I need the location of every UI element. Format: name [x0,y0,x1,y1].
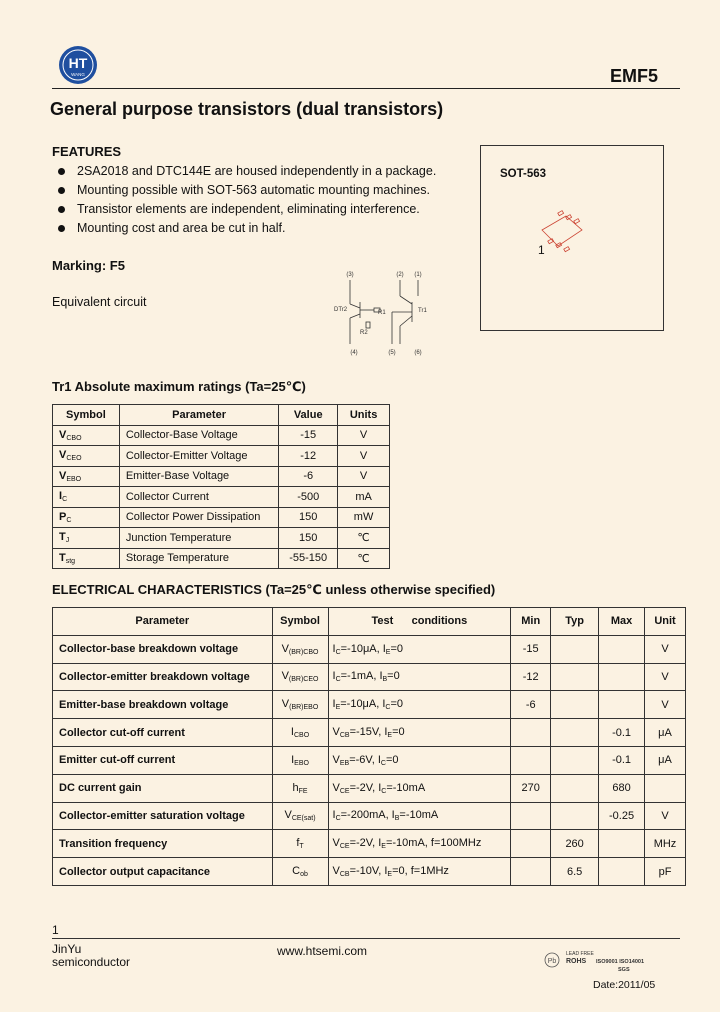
typ-cell [551,691,599,719]
max-cell: 680 [599,774,645,802]
features-list [58,162,436,238]
unit-cell: μA [645,719,686,747]
unit-cell: μA [645,746,686,774]
min-cell [511,719,551,747]
unit-cell: V [338,446,390,467]
symbol-cell: $I_C$ [53,487,120,508]
column-header: Max [599,608,645,636]
elec-char-heading: ELECTRICAL CHARACTERISTICS (Ta=25℃ unless otherwise specified) [52,582,496,597]
equivalent-circuit-diagram [330,266,440,358]
elec-char-table [52,607,686,886]
parameter-cell: Collector output capacitance [53,858,273,886]
unit-cell: V [645,663,686,691]
parameter-cell: Storage Temperature [119,548,278,569]
typ-cell [551,746,599,774]
parameter-cell: Collector-Base Voltage [119,425,278,446]
page-title: General purpose transistors (dual transistors) [50,99,444,119]
condition-cell: $V_{CB}=-15V$, $I_E=0$ [328,719,511,747]
symbol-cell: $V_{(BR)CEO}$ [272,663,328,691]
feature-text: Mounting cost and area be cut in half. [77,221,286,235]
symbol-cell: $V_{EBO}$ [53,466,120,487]
parameter-cell: Emitter-Base Voltage [119,466,278,487]
marking: Marking: F5 [52,258,125,273]
symbol-cell: $T_{stg}$ [53,548,120,569]
features-heading: FEATURES [52,144,122,159]
condition-cell: $V_{CE}=-2V$, $I_C=-10mA$ [328,774,511,802]
typ-cell [551,802,599,830]
unit-cell: V [338,425,390,446]
company-line-1: JinYu [52,942,82,956]
symbol-cell: $V_{CBO}$ [53,425,120,446]
column-header: Value [279,405,338,426]
list-item [58,200,436,219]
max-cell [599,830,645,858]
feature-text: Mounting possible with SOT-563 automatic mounting machines. [77,183,430,197]
symbol-cell: $f_T$ [272,830,328,858]
unit-cell: V [645,691,686,719]
parameter-cell: Emitter-base breakdown voltage [53,691,273,719]
column-header: Typ [551,608,599,636]
column-header: Units [338,405,390,426]
company-name [52,943,130,969]
table-row [53,548,390,569]
symbol-cell: $V_{CEO}$ [53,446,120,467]
package-name: SOT-563 [500,168,547,180]
table-header-row [53,608,686,636]
parameter-cell: Collector-Emitter Voltage [119,446,278,467]
unit-cell [645,774,686,802]
pin1-label: 1 [538,243,545,257]
parameter-cell: Collector-emitter saturation voltage [53,802,273,830]
max-cell: -0.25 [599,802,645,830]
abs-max-heading: Tr1 Absolute maximum ratings (Ta=25℃) [52,379,306,394]
parameter-cell: Transition frequency [53,830,273,858]
pin-label: (5) [388,350,396,356]
table-row [53,691,686,719]
footer-divider [52,938,680,939]
unit-cell: V [645,802,686,830]
unit-cell: ℃ [338,528,390,549]
table-row [53,446,390,467]
unit-cell: V [338,466,390,487]
table-row [53,663,686,691]
svg-text:Pb: Pb [547,958,557,965]
typ-cell: 6.5 [551,858,599,886]
symbol-cell: $V_{CE(sat)}$ [272,802,328,830]
abs-max-table [52,404,390,569]
value-cell: 150 [279,507,338,528]
cert-rohs: ROHS [566,958,587,965]
condition-cell: $V_{EB}=-6V$, $I_C=0$ [328,746,511,774]
part-number: EMF5 [609,66,658,86]
symbol-cell: $V_{(BR)CBO}$ [272,635,328,663]
symbol-cell: $h_{FE}$ [272,774,328,802]
value-cell: -6 [279,466,338,487]
r1-label: R1 [378,310,386,316]
pin-label: (6) [414,350,422,356]
pin-label: (4) [350,350,358,356]
condition-cell: $I_C=-10\mu A$, $I_E=0$ [328,635,511,663]
bullet-icon [58,206,65,213]
date: Date:2011/05 [593,979,656,991]
cert-lead: LEAD FREE [566,951,594,957]
parameter-cell: Collector Current [119,487,278,508]
parameter-cell: DC current gain [53,774,273,802]
parameter-cell: Collector-emitter breakdown voltage [53,663,273,691]
ht-logo [58,45,98,85]
condition-cell: $I_E=-10\mu A$, $I_C=0$ [328,691,511,719]
unit-cell: V [645,635,686,663]
symbol-cell: $I_{EBO}$ [272,746,328,774]
value-cell: 150 [279,528,338,549]
table-row [53,528,390,549]
max-cell [599,858,645,886]
pin-label: (2) [396,272,404,278]
table-row [53,858,686,886]
symbol-cell: $C_{ob}$ [272,858,328,886]
min-cell [511,858,551,886]
min-cell: -6 [511,691,551,719]
symbol-cell: $I_{CBO}$ [272,719,328,747]
column-header: Parameter [119,405,278,426]
list-item [58,162,436,181]
max-cell: -0.1 [599,719,645,747]
parameter-cell: Collector-base breakdown voltage [53,635,273,663]
value-cell: -55-150 [279,548,338,569]
table-row [53,466,390,487]
value-cell: -500 [279,487,338,508]
min-cell [511,802,551,830]
unit-cell: mA [338,487,390,508]
pin-label: (3) [346,272,354,278]
max-cell [599,663,645,691]
bullet-icon [58,187,65,194]
table-row [53,719,686,747]
condition-cell: $I_C=-200mA$, $I_B=-10mA$ [328,802,511,830]
table-row [53,830,686,858]
r2-label: R2 [360,330,368,336]
unit-cell: mW [338,507,390,528]
column-header: Test conditions [328,608,511,636]
dtr-label: DTr2 [334,307,348,313]
bullet-icon [58,168,65,175]
min-cell [511,830,551,858]
column-header: Parameter [53,608,273,636]
column-header: Min [511,608,551,636]
list-item [58,181,436,200]
unit-cell: MHz [645,830,686,858]
parameter-cell: Collector Power Dissipation [119,507,278,528]
equivalent-circuit-label: Equivalent circuit [52,295,147,309]
cert-iso: ISO9001 ISO14001 [596,959,645,965]
max-cell [599,691,645,719]
condition-cell: $I_C=-1mA$, $I_B=0$ [328,663,511,691]
parameter-cell: Emitter cut-off current [53,746,273,774]
website-link[interactable]: www.htsemi.com [277,944,368,958]
table-row [53,802,686,830]
typ-cell [551,663,599,691]
table-row [53,746,686,774]
pin-label: (1) [414,272,422,278]
symbol-cell: $V_{(BR)EBO}$ [272,691,328,719]
parameter-cell: Junction Temperature [119,528,278,549]
min-cell: -15 [511,635,551,663]
min-cell: -12 [511,663,551,691]
typ-cell [551,774,599,802]
tr-label: Tr1 [418,308,427,314]
min-cell [511,746,551,774]
feature-text: Transistor elements are independent, eliminating interference. [77,202,420,216]
table-row [53,774,686,802]
table-row [53,507,390,528]
table-row [53,425,390,446]
unit-cell: ℃ [338,548,390,569]
typ-cell [551,719,599,747]
symbol-cell: $P_C$ [53,507,120,528]
list-item [58,219,436,238]
typ-cell: 260 [551,830,599,858]
unit-cell: pF [645,858,686,886]
table-row [53,635,686,663]
condition-cell: $V_{CE}=-2V$, $I_E=-10mA$, f=100MHz [328,830,511,858]
page-number: 1 [52,923,59,937]
condition-cell: $V_{CB}=-10V$, $I_E=0$, f=1MHz [328,858,511,886]
feature-text: 2SA2018 and DTC144E are housed independently in a package. [77,164,437,178]
company-line-2: semiconductor [52,955,131,969]
table-row [53,487,390,508]
logo-letters: HT [68,55,88,71]
max-cell [599,635,645,663]
column-header: Symbol [53,405,120,426]
value-cell: -15 [279,425,338,446]
cert-sgs: SGS [618,967,630,972]
min-cell: 270 [511,774,551,802]
typ-cell [551,635,599,663]
max-cell: -0.1 [599,746,645,774]
header-divider [52,88,680,89]
certification-marks [544,946,664,972]
column-header: Unit [645,608,686,636]
value-cell: -12 [279,446,338,467]
bullet-icon [58,225,65,232]
logo-sub: WANG [71,72,85,77]
parameter-cell: Collector cut-off current [53,719,273,747]
column-header: Symbol [272,608,328,636]
table-header-row [53,405,390,426]
symbol-cell: $T_J$ [53,528,120,549]
